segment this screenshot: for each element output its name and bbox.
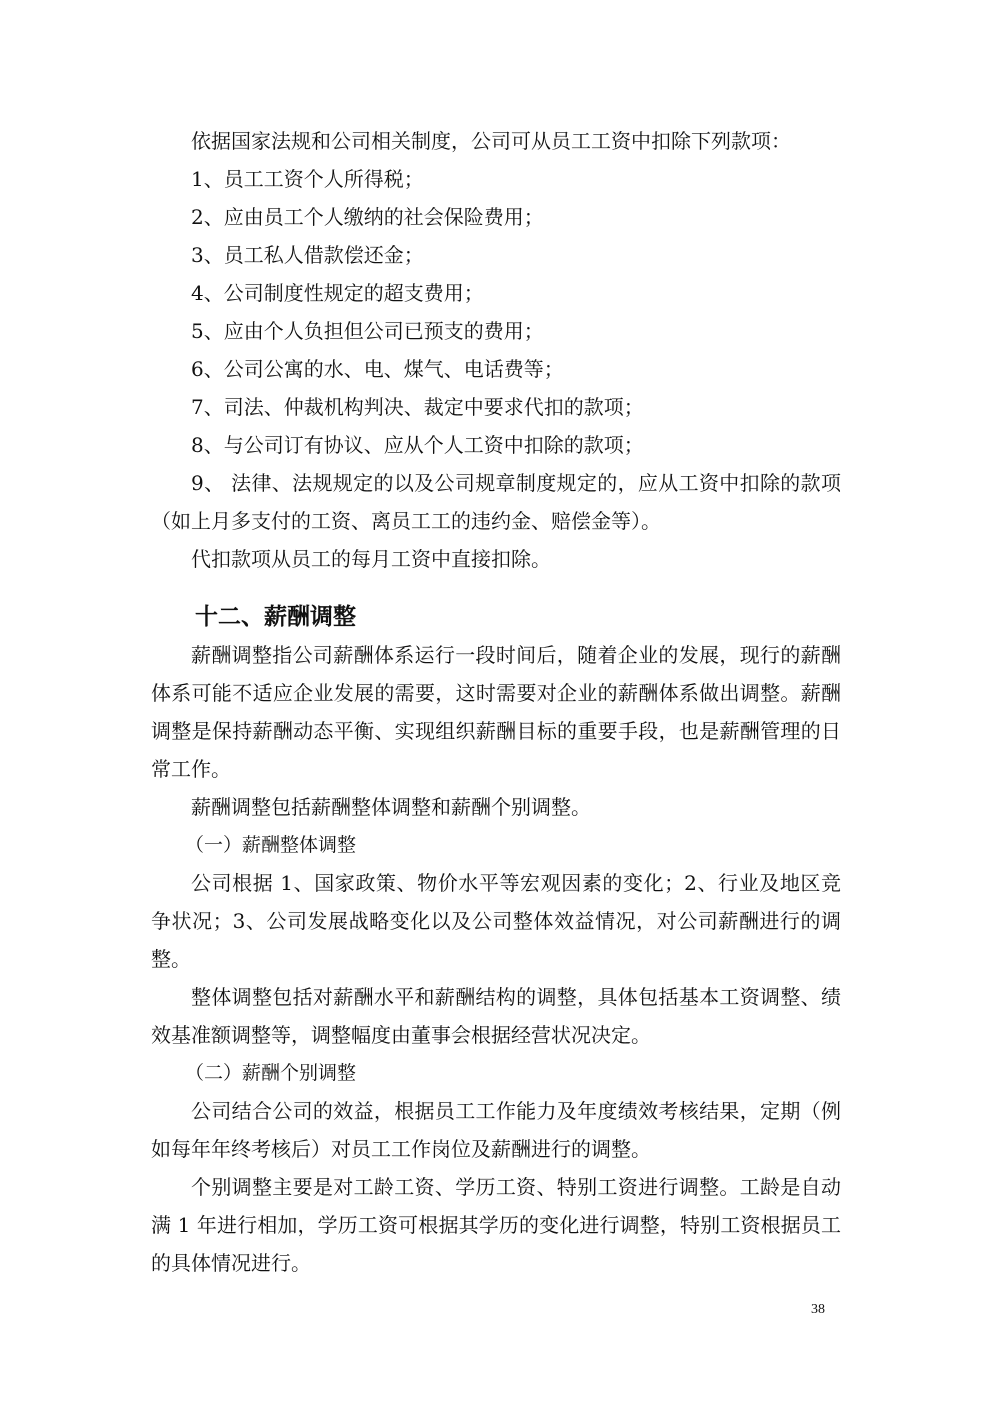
overall-adjustment-heading: （一）薪酬整体调整: [185, 834, 357, 856]
deduction-item-1: 1、员工工资个人所得税；: [191, 167, 424, 191]
document-body: [151, 122, 841, 1282]
deduction-item-3: 3、员工私人借款偿还金；: [191, 243, 424, 267]
overall-adjustment-paragraph-2: 整体调整包括对薪酬水平和薪酬结构的调整，具体包括基本工资调整、绩效基准额调整等，调整幅度由董事会根据经营状况决定。: [151, 985, 841, 1047]
deduction-note: 代扣款项从员工的每月工资中直接扣除。: [191, 547, 551, 571]
intro-paragraph: 依据国家法规和公司相关制度，公司可从员工工资中扣除下列款项：: [191, 129, 791, 153]
page-number: 38: [811, 1302, 825, 1317]
deduction-item-4: 4、公司制度性规定的超支费用；: [191, 281, 484, 305]
individual-adjustment-heading: （二）薪酬个别调整: [185, 1062, 357, 1084]
overall-adjustment-paragraph-1: 公司根据 1、国家政策、物价水平等宏观因素的变化；2、行业及地区竞争状况；3、公司发展战略变化以及公司整体效益情况，对公司薪酬进行的调整。: [151, 871, 841, 971]
deduction-item-6: 6、公司公寓的水、电、煤气、电话费等；: [191, 357, 564, 381]
section-types-paragraph: 薪酬调整包括薪酬整体调整和薪酬个别调整。: [191, 795, 591, 819]
deduction-item-7: 7、司法、仲裁机构判决、裁定中要求代扣的款项；: [191, 395, 644, 419]
deduction-item-8: 8、与公司订有协议、应从个人工资中扣除的款项；: [191, 433, 644, 457]
section-intro-paragraph: 薪酬调整指公司薪酬体系运行一段时间后，随着企业的发展，现行的薪酬体系可能不适应企业发展的需要，这时需要对企业的薪酬体系做出调整。薪酬调整是保持薪酬动态平衡、实现组织薪酬目标的重要手段，也是薪酬管理的日常工作。: [151, 643, 841, 781]
deduction-item-9: 9、 法律、法规规定的以及公司规章制度规定的，应从工资中扣除的款项（如上月多支付的工资、离员工工的违约金、赔偿金等）。: [151, 471, 841, 533]
deduction-item-5: 5、应由个人负担但公司已预支的费用；: [191, 319, 544, 343]
deduction-item-2: 2、应由员工个人缴纳的社会保险费用；: [191, 205, 544, 229]
individual-adjustment-paragraph-2: 个别调整主要是对工龄工资、学历工资、特别工资进行调整。工龄是自动满 1 年进行相加，学历工资可根据其学历的变化进行调整，特别工资根据员工的具体情况进行。: [151, 1175, 841, 1275]
individual-adjustment-paragraph-1: 公司结合公司的效益，根据员工工作能力及年度绩效考核结果，定期（例如每年年终考核后）对员工工作岗位及薪酬进行的调整。: [151, 1099, 841, 1161]
section-heading: 十二、薪酬调整: [195, 604, 356, 630]
